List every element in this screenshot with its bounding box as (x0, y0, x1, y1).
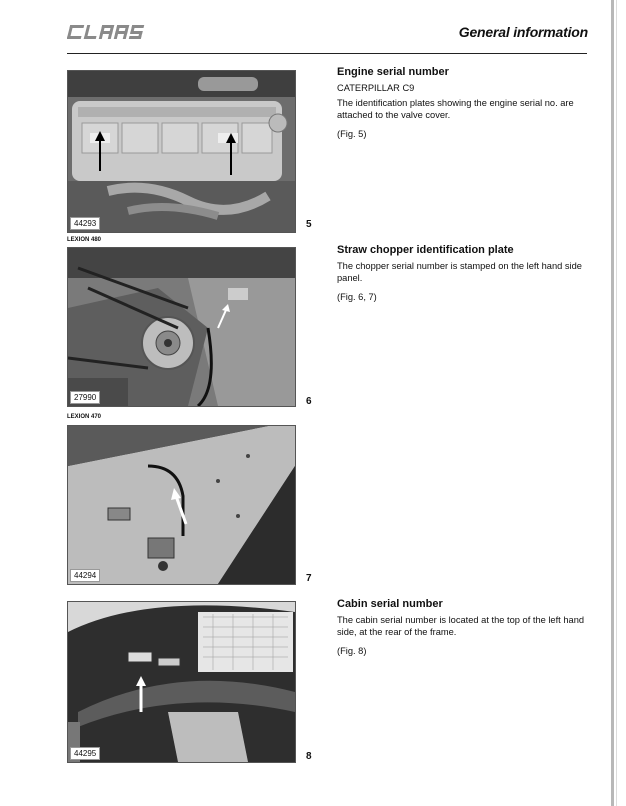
figure-caption: LEXION 480 (67, 237, 102, 243)
figure-number: 6 (306, 396, 312, 407)
figure-id: 44295 (70, 747, 100, 760)
section-title: Cabin serial number (337, 598, 443, 610)
engine-photo (68, 71, 295, 232)
figure-engine-photo (67, 70, 296, 233)
figure-id: 44293 (70, 217, 100, 230)
section-title: Straw chopper identification plate (337, 244, 514, 256)
header-divider (67, 53, 587, 54)
figure-number: 7 (306, 573, 312, 584)
section-title: Engine serial number (337, 66, 449, 78)
page-title: General information (458, 24, 588, 40)
cabin-photo (68, 602, 295, 762)
figure-reference: (Fig. 5) (337, 129, 367, 139)
section-chopper-plate (337, 244, 592, 310)
figure-reference: (Fig. 8) (337, 646, 367, 656)
chopper-photo-470 (68, 426, 295, 584)
figure-number: 5 (306, 219, 312, 230)
section-body: The cabin serial number is located at the top of the left hand side, at the rear of the frame. (337, 615, 585, 637)
page-edge-rule-inner (616, 0, 617, 806)
section-subtitle: CATERPILLAR C9 (337, 83, 415, 93)
figure-number: 8 (306, 751, 312, 762)
section-body: The chopper serial number is stamped on the left hand side panel. (337, 261, 582, 283)
figure-id: 44294 (70, 569, 100, 582)
figure-chopper-photo-470 (67, 425, 296, 585)
section-cabin-serial (337, 598, 592, 664)
figure-reference: (Fig. 6, 7) (337, 292, 377, 302)
claas-logo (67, 22, 147, 42)
chopper-photo-480 (68, 248, 295, 406)
page-edge-rule (611, 0, 614, 806)
figure-chopper-photo-480 (67, 247, 296, 407)
figure-cabin-photo (67, 601, 296, 763)
figure-caption: LEXION 470 (67, 414, 102, 420)
section-body: The identification plates showing the engine serial no. are attached to the valve cover. (337, 98, 574, 120)
figure-id: 27990 (70, 391, 100, 404)
section-engine-serial (337, 66, 592, 147)
